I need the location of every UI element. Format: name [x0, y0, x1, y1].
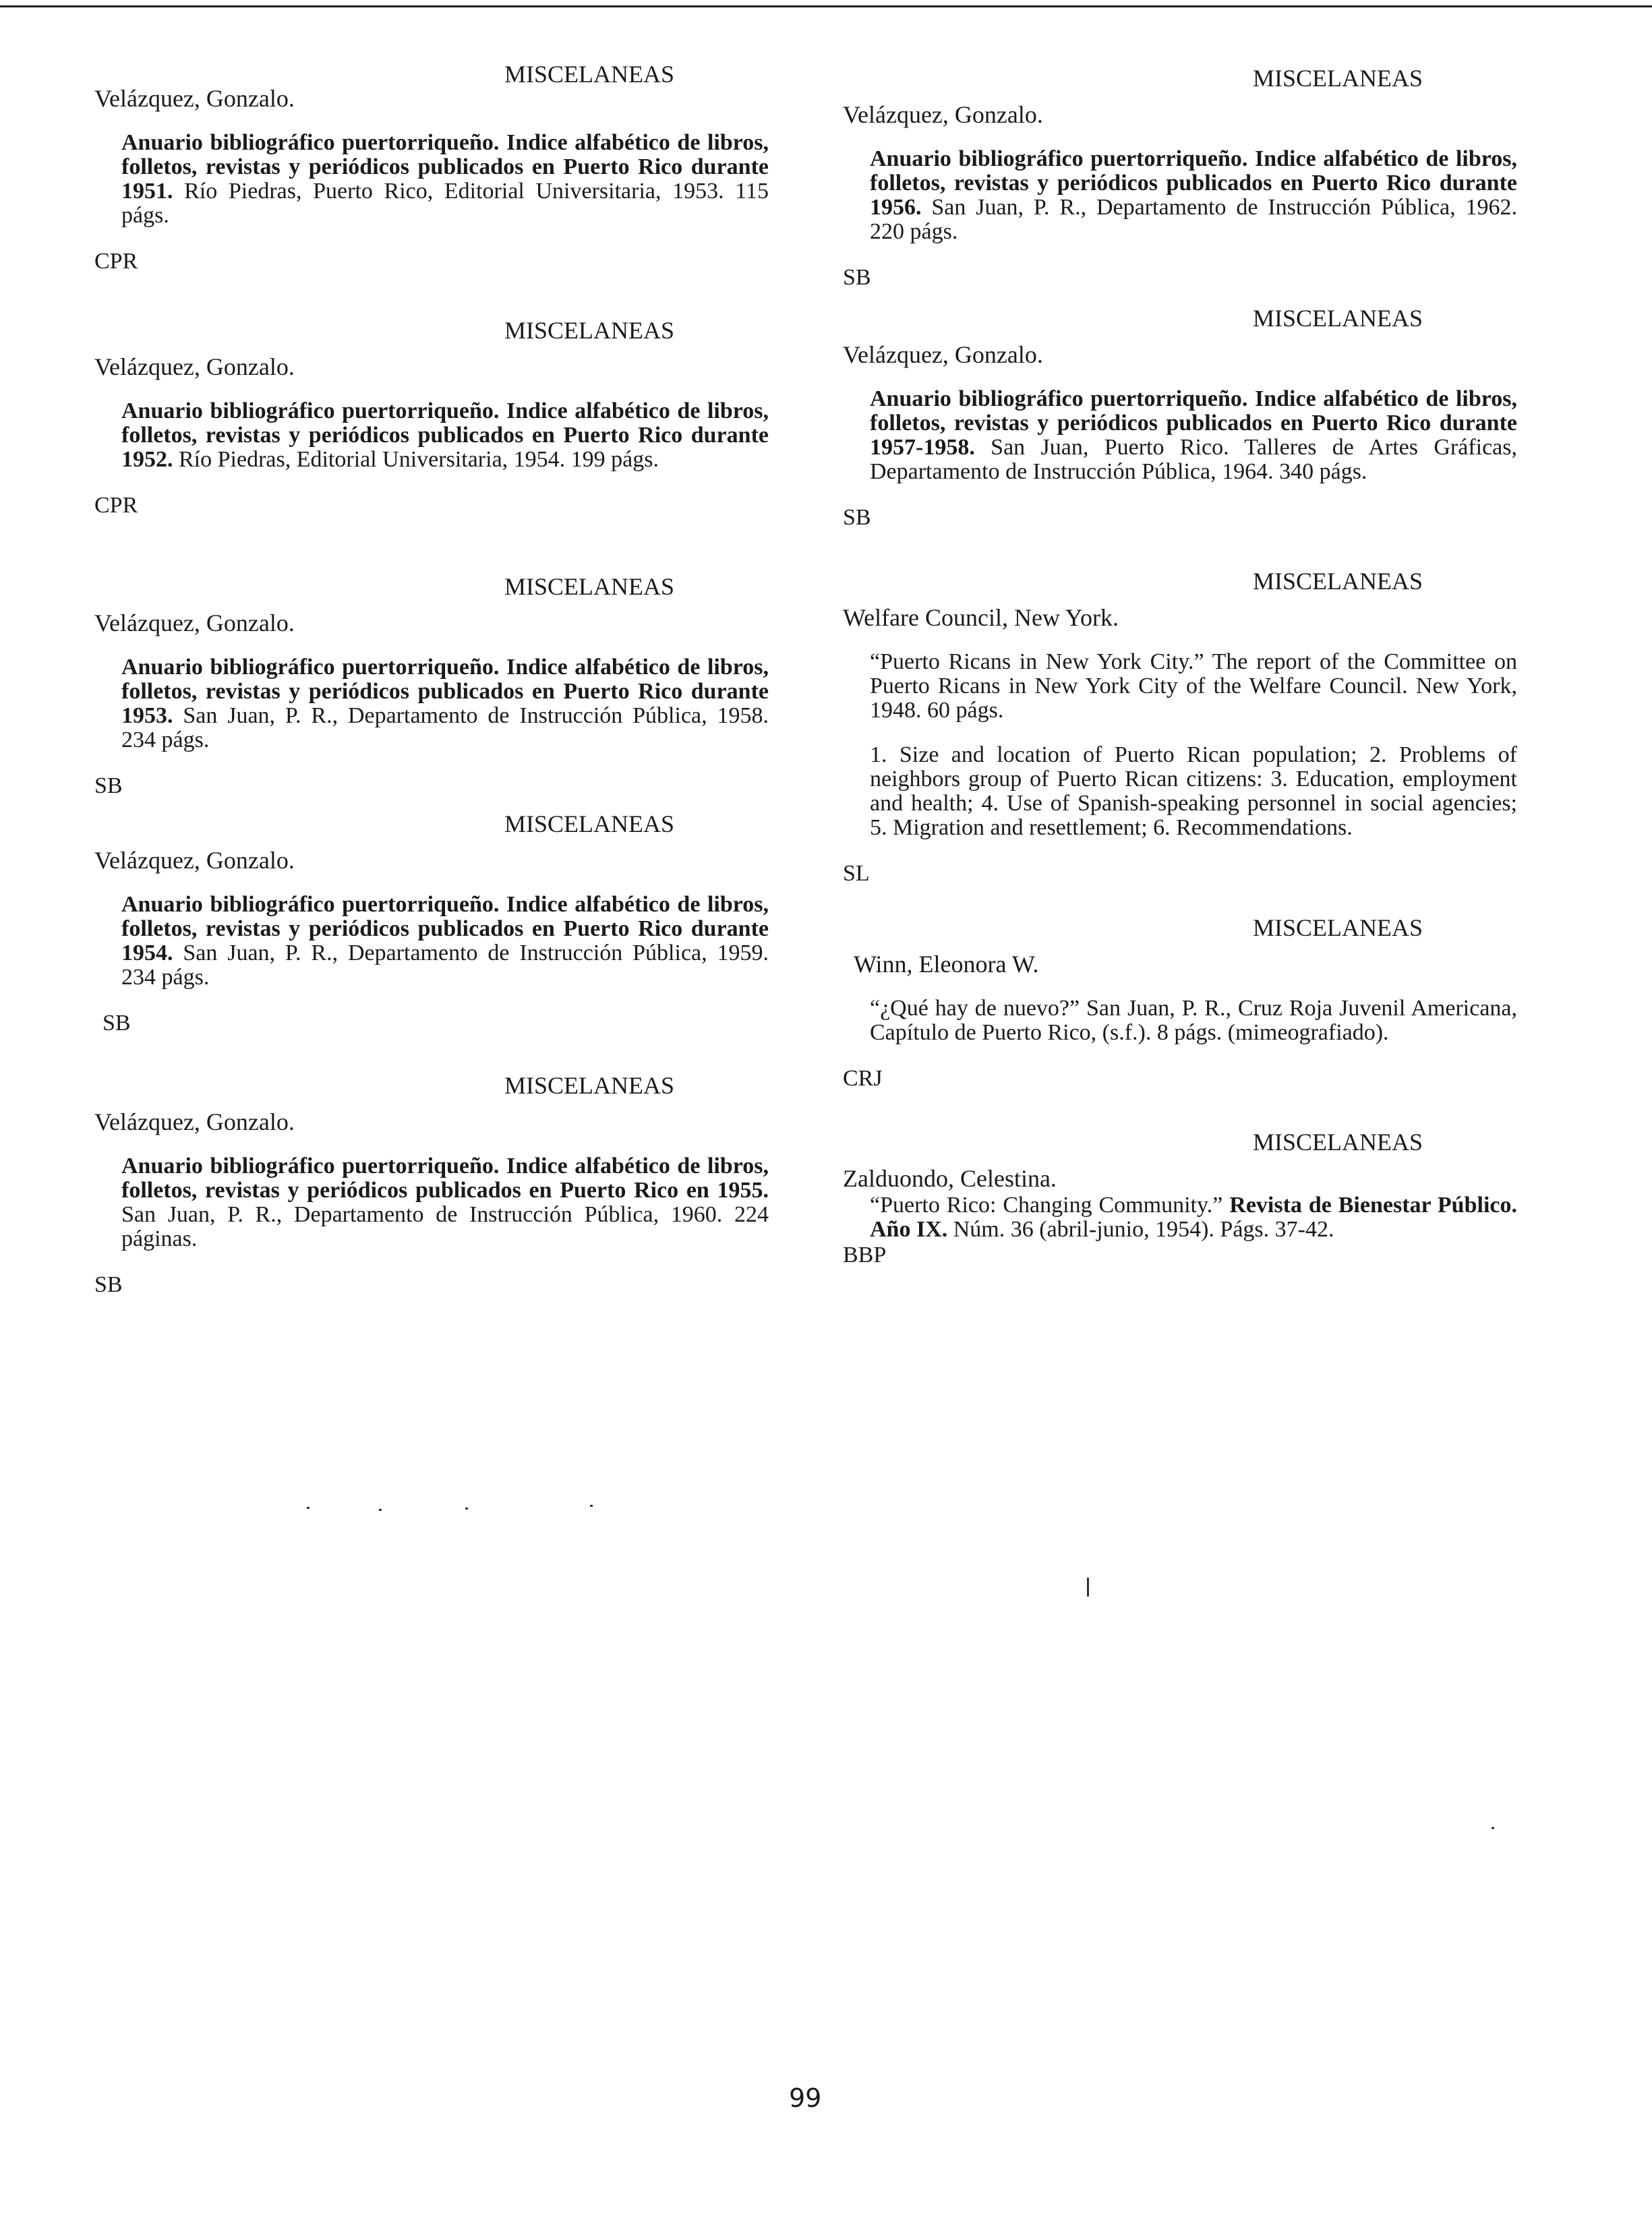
category-heading: MISCELANEAS — [504, 573, 674, 600]
entry-author: Velázquez, Gonzalo. — [843, 341, 1043, 368]
entry-citation — [121, 655, 769, 752]
bibliography-entry — [94, 572, 769, 800]
entry-citation — [870, 650, 1517, 723]
entry-citation — [121, 131, 769, 228]
entry-author: Velázquez, Gonzalo. — [94, 609, 295, 636]
location-code: SB — [102, 1011, 131, 1036]
scan-speck — [1492, 1827, 1494, 1829]
entry-publication: San Juan, P. R., Departamento de Instrucción Pública, 1958. 234 págs. — [121, 703, 769, 752]
entry-contents-notes: 1. Size and location of Puerto Rican population; 2. Problems of neighbors group of Puerto Rican citizens: 3. Education, employment and health; 4. Use of Spanish-speaking personnel in social agencies; 5. Migration and resettlement; 6. Recommendations. — [870, 742, 1517, 840]
category-heading: MISCELANEAS — [1252, 1129, 1423, 1156]
location-code: BBP — [843, 1243, 887, 1267]
bibliography-entry — [843, 303, 1517, 531]
entry-citation — [870, 1193, 1517, 1242]
scan-speck — [307, 1507, 309, 1509]
location-code: CRJ — [843, 1066, 883, 1091]
entry-title: Anuario bibliográfico puertorriqueño. Indice alfabético de libros, folletos, revistas y periódicos publicados en Puerto Rico durante 1956. — [870, 146, 1517, 220]
top-rule — [0, 0, 1652, 7]
page-number: 99 — [789, 2083, 822, 2113]
location-code: CPR — [94, 249, 138, 274]
entry-author: Velázquez, Gonzalo. — [843, 101, 1043, 128]
bibliography-entry — [94, 59, 769, 275]
category-heading: MISCELANEAS — [1252, 305, 1423, 332]
bibliography-entry — [843, 63, 1517, 291]
bibliography-entry — [843, 566, 1517, 887]
scan-speck — [465, 1507, 468, 1510]
entry-citation — [870, 387, 1517, 484]
location-code: SL — [843, 861, 870, 886]
location-code: SB — [843, 505, 871, 530]
entry-publication: “¿Qué hay de nuevo?” San Juan, P. R., Cruz Roja Juvenil Americana, Capítulo de Puerto Rico, (s.f.). 8 págs. (mimeografiado). — [870, 996, 1517, 1045]
bibliography-entry — [94, 316, 769, 519]
entry-publication: San Juan, P. R., Departamento de Instrucción Pública, 1960. 224 páginas. — [121, 1202, 769, 1251]
entry-publication-pre: “Puerto Rico: Changing Community.” — [870, 1193, 1230, 1218]
entry-title: Anuario bibliográfico puertorriqueño. Indice alfabético de libros, folletos, revistas y periódicos publicados en Puerto Rico durante 1953. — [121, 655, 769, 728]
entry-title: Anuario bibliográfico puertorriqueño. Indice alfabético de libros, folletos, revistas y periódicos publicados en Puerto Rico durante 1957-1958. — [870, 386, 1517, 460]
category-heading: MISCELANEAS — [504, 1072, 674, 1099]
location-code: SB — [843, 265, 871, 290]
entry-citation — [121, 1154, 769, 1251]
scan-speck — [379, 1509, 382, 1511]
entry-title: Anuario bibliográfico puertorriqueño. Indice alfabético de libros, folletos, revistas y periódicos publicados en Puerto Rico en 1955. — [121, 1154, 769, 1203]
entry-title: Revista de Bienestar Público. Año IX. — [870, 1193, 1517, 1242]
entry-publication: San Juan, P. R., Departamento de Instrucción Pública, 1962. 220 págs. — [870, 195, 1517, 244]
entry-publication: Río Piedras, Puerto Rico, Editorial Universitaria, 1953. 115 págs. — [121, 179, 769, 228]
bibliography-entry — [94, 809, 769, 1037]
entry-citation — [870, 996, 1517, 1045]
entry-publication: San Juan, Puerto Rico. Talleres de Artes Gráficas, Departamento de Instrucción Pública, 1964. 340 págs. — [870, 435, 1517, 484]
bibliography-entry — [94, 1071, 769, 1298]
entry-title: Anuario bibliográfico puertorriqueño. Indice alfabético de libros, folletos, revistas y periódicos publicados en Puerto Rico durante 1952. — [121, 398, 769, 472]
category-heading: MISCELANEAS — [504, 317, 674, 344]
entry-author: Velázquez, Gonzalo. — [94, 1108, 295, 1135]
entry-author: Winn, Eleonora W. — [854, 951, 1039, 978]
category-heading: MISCELANEAS — [504, 61, 674, 88]
entry-author: Zalduondo, Celestina. — [843, 1165, 1057, 1192]
entry-citation — [121, 893, 769, 990]
entry-author: Welfare Council, New York. — [843, 604, 1119, 631]
entry-publication: San Juan, P. R., Departamento de Instrucción Pública, 1959. 234 págs. — [121, 941, 769, 990]
category-heading: MISCELANEAS — [504, 810, 674, 837]
location-code: SB — [94, 1272, 123, 1297]
entry-citation — [121, 399, 769, 472]
location-code: CPR — [94, 493, 138, 518]
category-heading: MISCELANEAS — [1252, 914, 1423, 941]
entry-author: Velázquez, Gonzalo. — [94, 85, 295, 112]
entry-publication: “Puerto Ricans in New York City.” The report of the Committee on Puerto Ricans in New York City of the Welfare Council. New York, 1948. 60 págs. — [870, 649, 1517, 723]
entry-title: Anuario bibliográfico puertorriqueño. Indice alfabético de libros, folletos, revistas y periódicos publicados en Puerto Rico durante 1951. — [121, 130, 769, 204]
entry-publication: Río Piedras, Editorial Universitaria, 1954. 199 págs. — [173, 447, 659, 472]
entry-author: Velázquez, Gonzalo. — [94, 353, 295, 380]
entry-publication: Núm. 36 (abril-junio, 1954). Págs. 37-42. — [947, 1217, 1334, 1242]
category-heading: MISCELANEAS — [1252, 65, 1423, 92]
entry-title: Anuario bibliográfico puertorriqueño. Indice alfabético de libros, folletos, revistas y periódicos publicados en Puerto Rico durante 1954. — [121, 892, 769, 965]
location-code: SB — [94, 773, 123, 798]
bibliography-entry — [843, 1127, 1517, 1269]
entry-citation — [870, 147, 1517, 244]
bibliography-entry — [843, 913, 1517, 1092]
category-heading: MISCELANEAS — [1252, 568, 1423, 595]
scan-speck — [590, 1505, 593, 1507]
scan-speck — [1087, 1578, 1089, 1596]
entry-author: Velázquez, Gonzalo. — [94, 847, 295, 874]
